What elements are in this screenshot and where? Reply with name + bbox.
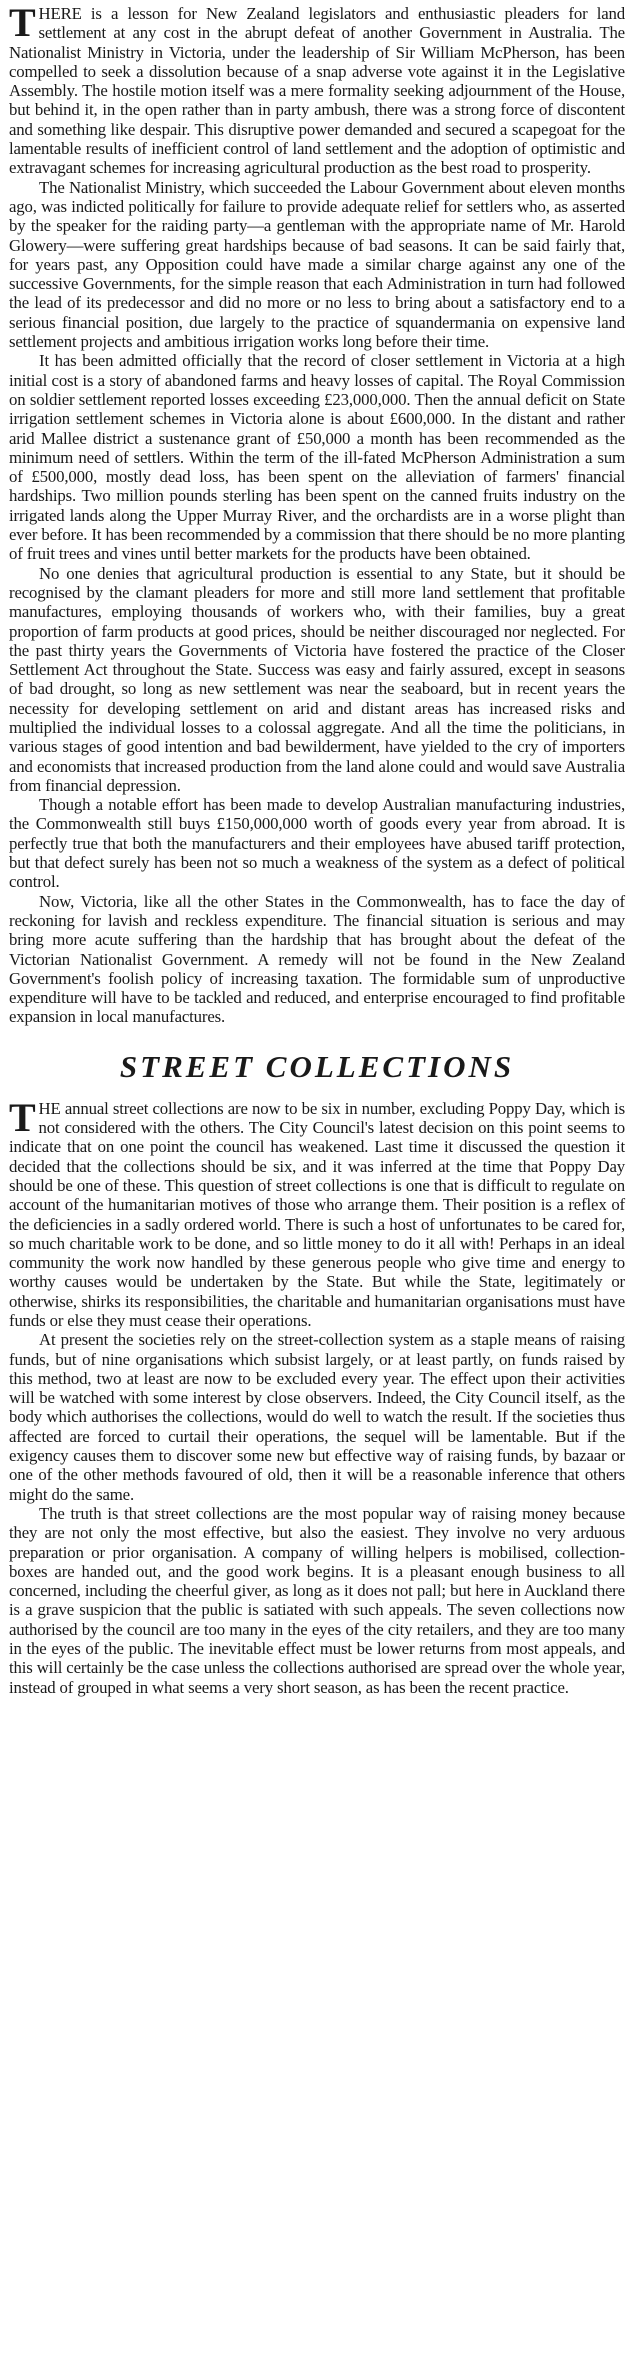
paragraph-1 [9, 0, 625, 178]
drop-cap: T [9, 1094, 36, 1140]
paragraph-text: is a lesson for New Zealand legislators and enthusiastic pleaders for land settlement at any cost in the abrupt defeat of another Government in Australia. The Nationalist Ministry in Victoria, under the leadership of Sir William McPherson, has been compelled to seek a dissolution because of a snap adverse vote against it in the Legislative Assembly. The hostile motion itself was a mere formality seeking adjournment of the House, but behind it, in the open rather than in party ambush, there was a strong force of discontent and something like despair. This disruptive power demanded and secured a scapegoat for the lamentable results of inefficient control of land settlement and the adoption of optimistic and extravagant schemes for increasing agricultural production as the best road to prosperity. [9, 4, 625, 178]
drop-cap: T [9, 0, 36, 45]
lead-word: HE [38, 1098, 61, 1118]
paragraph-1 [9, 1094, 625, 1331]
editorial-land-settlement [9, 0, 625, 1027]
paragraph-text: annual street collections are now to be six in number, excluding Poppy Day, which is not considered with the others. The City Council's latest decision on this point seems to indicate that on one point the council has weakened. Last time it discussed the question it decided that the collections should be six, and it was inferred at the time that Poppy Day should be one of these. This question of street collections is one that is difficult to regulate on account of the humanitarian motives of those who arrange them. Their position is a reflex of the deficiencies in a sadly ordered world. There is such a host of unfortunates to be cared for, so much charitable work to be done, and so little money to do it all with! Perhaps in an ideal community the work now handled by these generous people who give time and energy to worthy causes would be undertaken by the State. But while the State, legitimately or otherwise, shirks its responsibilities, the charitable and humanitarian organisations must have funds or else they must cease their operations. [9, 1098, 625, 1330]
paragraph-2: The Nationalist Ministry, which succeeded the Labour Government about eleven months ago, was indicted politically for failure to provide adequate relief for settlers who, as asserted by the speaker for the raiding party—a gentleman with the appropriate name of Mr. Harold Glowery—were suffering great hardships because of bad seasons. It can be said fairly that, for years past, any Opposition could have made a similar charge against any one of the successive Governments, for the simple reason that each Administration in turn had followed the lead of its predecessor and did no more or no less to bring about a satisfactory end to a serious financial position, due largely to the practice of squandermania on expensive land settlement projects and ambitious irrigation works long before their time. [9, 177, 625, 352]
section-heading: STREET COLLECTIONS [119, 1048, 515, 1084]
lead-word: HERE [38, 4, 82, 23]
paragraph-6: Now, Victoria, like all the other States in the Commonwealth, has to face the day of reckoning for lavish and reckless expenditure. The financial situation is serious and may bring more acute suffering than the hardship that has brought about the defeat of the Victorian Nationalist Government. A remedy will not be found in the New Zealand Government's foolish policy of increasing taxation. The formidable sum of unproductive expenditure will have to be tackled and reduced, and enterprise encouraged to find profitable expansion in local manufactures. [9, 891, 625, 1027]
paragraph-5: Though a notable effort has been made to develop Australian manufacturing industries, the Commonwealth still buys £150,000,000 worth of goods every year from abroad. It is perfectly true that both the manufacturers and their employees have abused tariff protection, but that defect surely has been not so much a weakness of the system as a defect of political control. [9, 795, 625, 892]
paragraph-3: It has been admitted officially that the record of closer settlement in Victoria at a high initial cost is a story of abandoned farms and heavy losses of capital. The Royal Commission on soldier settlement reported losses exceeding £23,000,000. Then the annual deficit on State irrigation settlement schemes in Victoria alone is about £600,000. In the distant and rather arid Mallee district a sustenance grant of £50,000 a month has been recommended as the minimum need of settlers. Within the term of the ill-fated McPherson Administration a sum of £500,000, mostly dead loss, has been spent on the alleviation of farmers' financial hardships. Two million pounds sterling has been spent on the canned fruits industry on the irrigated lands along the Upper Murray River, and the orchardists are in a worse plight than ever before. It has been recommended by a commission that there should be no more planting of fruit trees and vines until better markets for the products have been obtained. [9, 351, 625, 564]
editorial-street-collections [9, 1094, 625, 1697]
paragraph-3: The truth is that street collections are the most popular way of raising money because they are not only the most effective, but also the easiest. They involve no very arduous preparation or prior organisation. A company of willing helpers is mobilised, collection-boxes are handed out, and the good work begins. It is a pleasant enough business to all concerned, including the cheerful giver, as long as it does not pall; but here in Auckland there is a grave suspicion that the public is satiated with such appeals. The seven collections now authorised by the council are too many in the eyes of the city retailers, and they are too many in the eyes of the public. The inevitable effect must be lower returns from most appeals, and this will certainly be the case unless the collections authorised are spread over the whole year, instead of grouped in what seems a very short season, as has been the recent practice. [9, 1503, 625, 1697]
paragraph-2: At present the societies rely on the street-collection system as a staple means of raising funds, but of nine organisations which subsist largely, or at least partly, on funds raised by this method, two at least are now to be excluded every year. The effect upon their activities will be watched with some interest by close observers. Indeed, the City Council itself, as the body which authorises the collections, would do well to watch the result. If the societies thus affected are forced to curtail their operations, the sequel will be lamentable. But if the exigency causes them to discover some new but effective way of raising funds, by bazaar or one of the other methods favoured of old, then it will be a reasonable inference that others might do the same. [9, 1330, 625, 1504]
paragraph-4: No one denies that agricultural production is essential to any State, but it should be recognised by the clamant pleaders for more and still more land settlement that profitable manufactures, employing thousands of workers who, with their families, buy a great proportion of farm products at good prices, should be neither discouraged nor neglected. For the past thirty years the Governments of Victoria have fostered the practice of the Closer Settlement Act throughout the State. Success was easy and fairly assured, except in seasons of bad drought, so long as new settlement was near the seaboard, but in recent years the necessity for developing settlement on arid and distant areas has increased risks and multiplied the individual losses to a colossal aggregate. And all the time the politicians, in various stages of good intention and bad bewilderment, have yielded to the cry of importers and economists that increased production from the land alone could and would save Australia from financial depression. [9, 563, 625, 795]
